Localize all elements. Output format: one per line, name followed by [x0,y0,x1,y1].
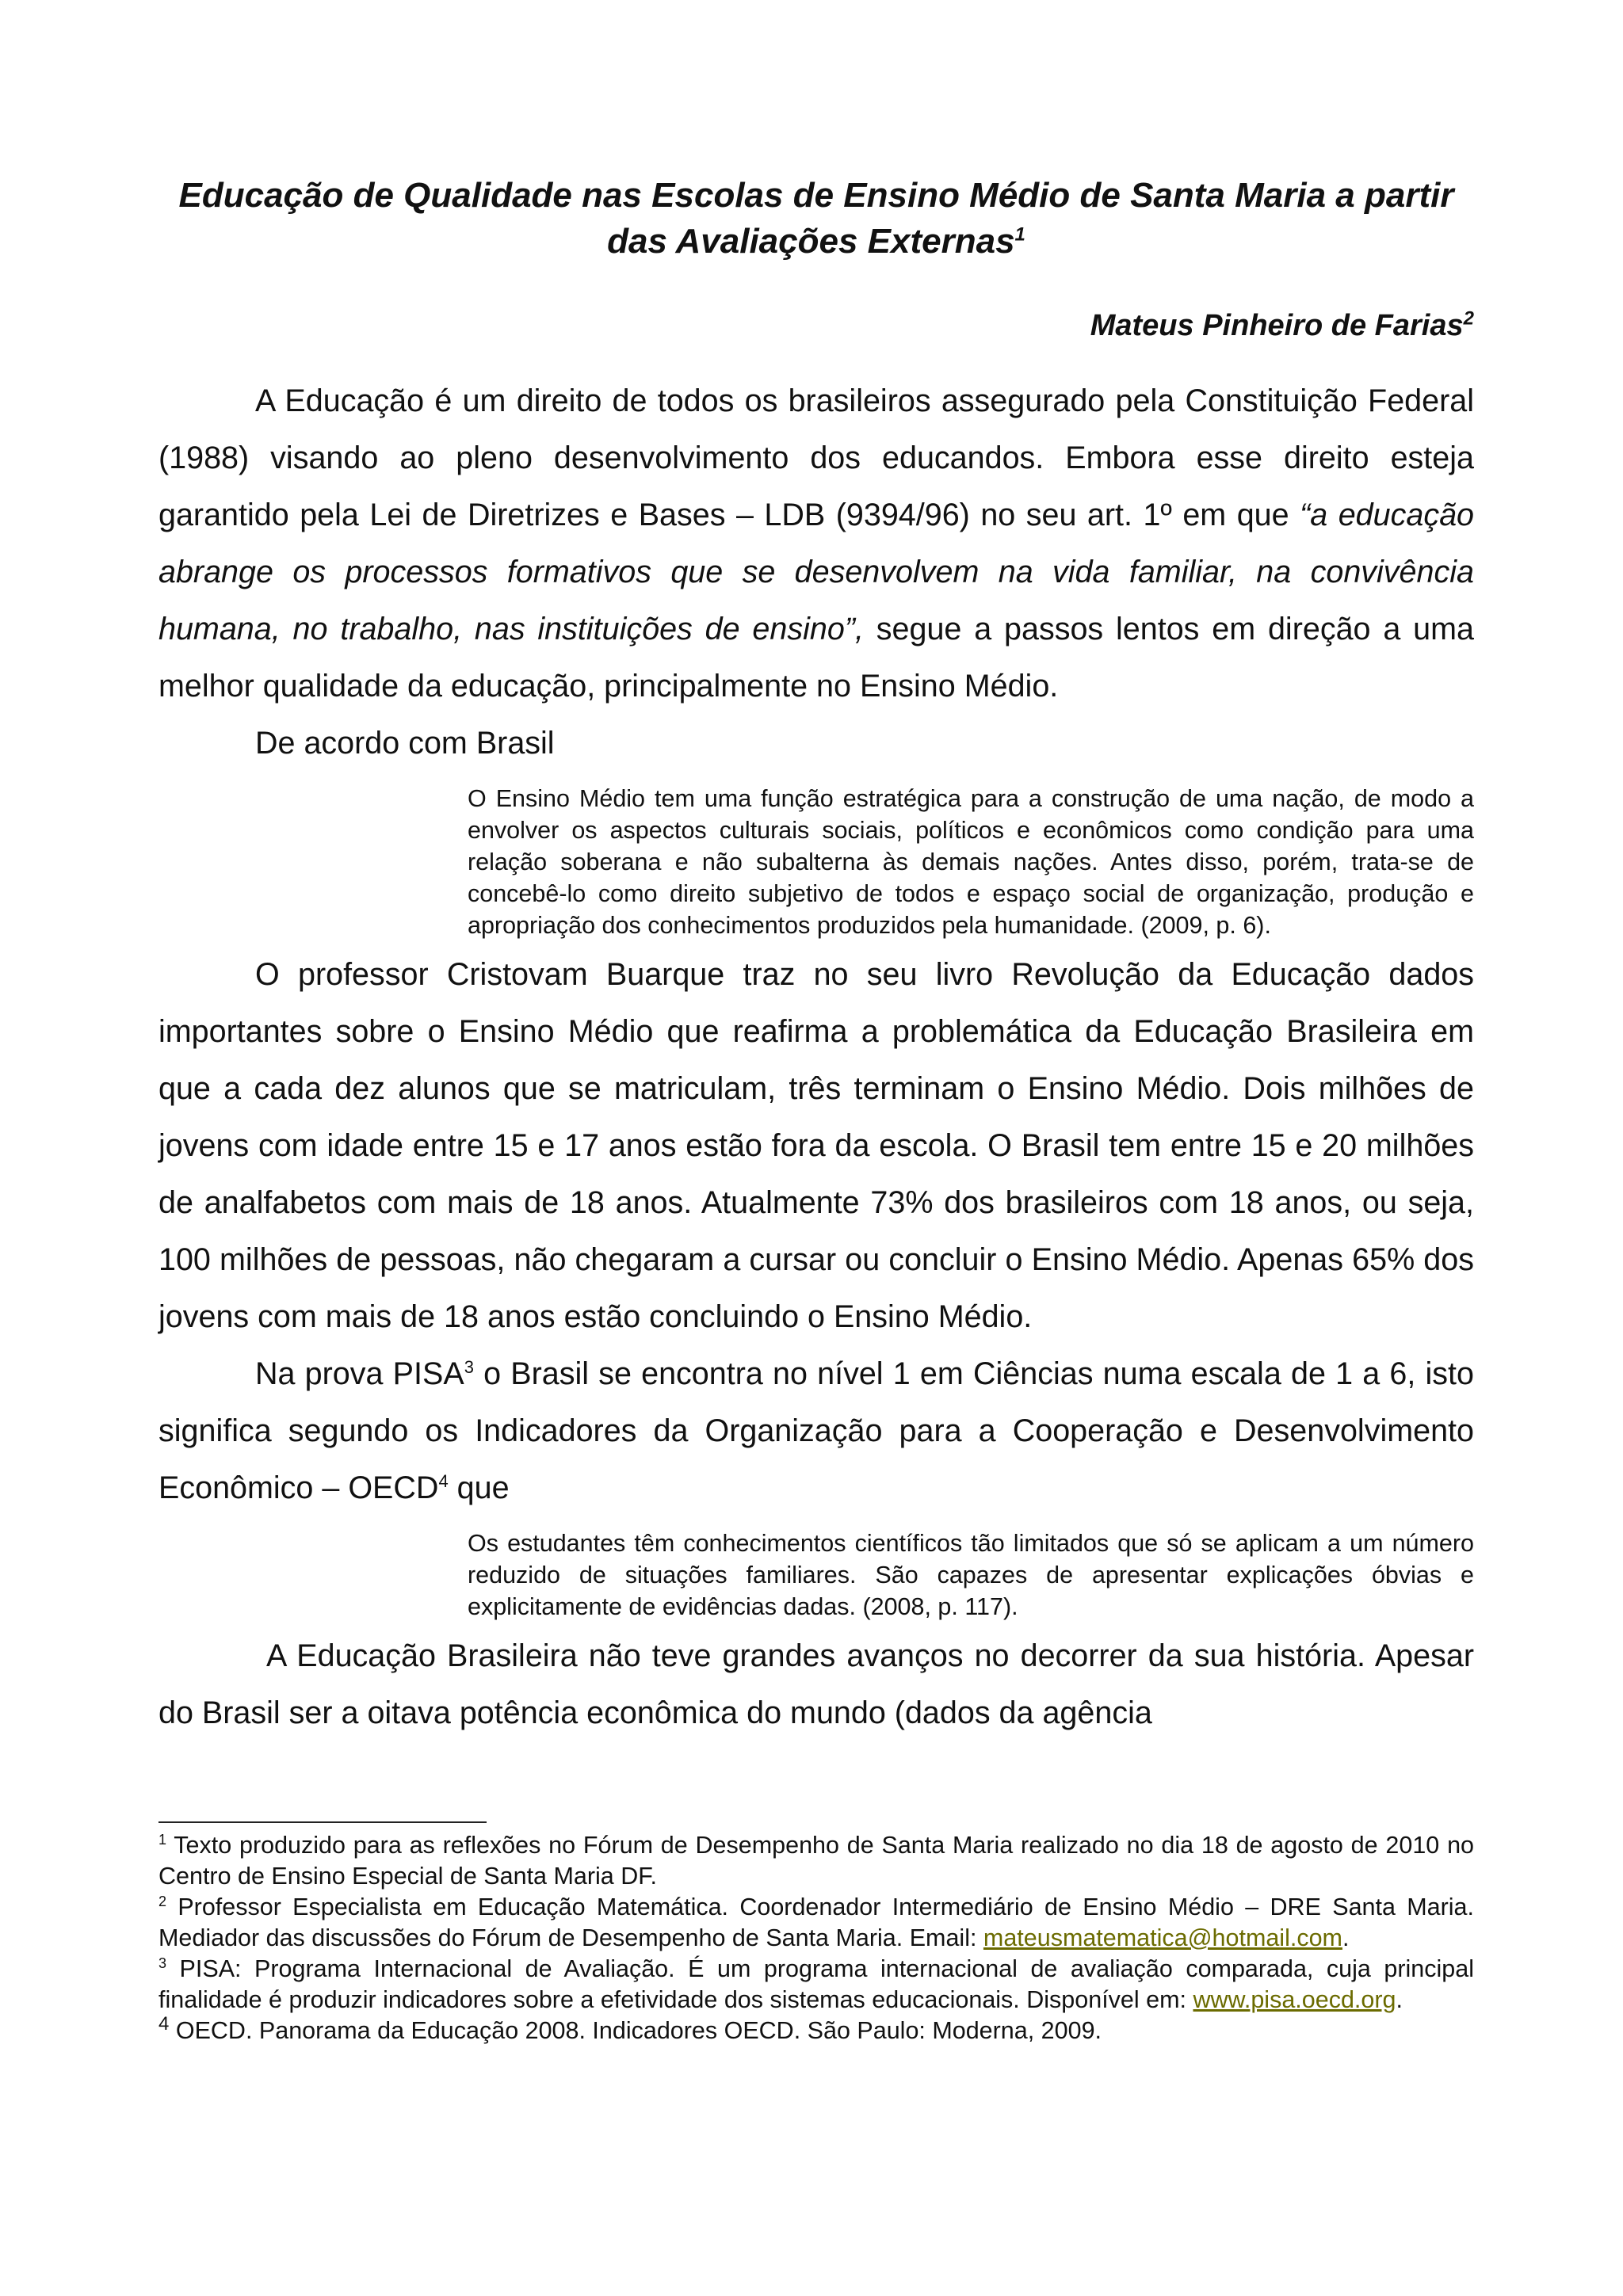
author-name: Mateus Pinheiro de Farias [1090,309,1464,342]
ldb-quote: “a educação abrange os processos formativos que se desenvolvem na vida familiar, na convivência humana, no trabalho, nas instituições de ensino”, [158,498,1475,646]
footnote-separator [158,1821,487,1823]
block-quote-1: O Ensino Médio tem uma função estratégica para a construção de uma nação, de modo a envolver os aspectos culturais sociais, políticos e econômicos como condição para uma relação soberana e não subalterna às demais nações. Antes disso, porém, trata-se de concebê-lo como direito subjetivo de todos e espaço social de organização, produção e apropriação dos conhecimentos produzidos pela humanidade. (2009, p. 6). [468,785,1474,939]
document-title [158,173,1474,265]
paragraph-3: O professor Cristovam Buarque traz no seu livro Revolução da Educação dados importantes sobre o Ensino Médio que reafirma a problemática da Educação Brasileira em que a cada dez alunos que se matriculam, três terminam o Ensino Médio. Dois milhões de jovens com idade entre 15 e 17 anos estão fora da escola. O Brasil tem entre 15 e 20 milhões de analfabetos com mais de 18 anos. Atualmente 73% dos brasileiros com 18 anos, ou seja, 100 milhões de pessoas, não chegaram a cursar ou concluir o Ensino Médio. Apenas 65% dos jovens com mais de 18 anos estão concluindo o Ensino Médio. [158,957,1474,1334]
document-body [158,372,1474,1741]
footnote-ref-4[interactable]: 4 [438,1470,449,1491]
footnote-2: $^2$ Professor Especialista em Educação Matemática. Coordenador Intermediário de Ensino Médio – DRE Santa Maria. Mediador das discussões do Fórum de Desempenho de Santa Maria. Email: mateusmatematica@hotmail.com. [158,1893,1474,1951]
title-footnote-mark[interactable]: 1 [1014,223,1025,246]
author-footnote-mark[interactable]: 2 [1463,307,1474,330]
paragraph-4: Na prova PISA$^3$ o Brasil se encontra no nível 1 em Ciências numa escala de 1 a 6, isto significa segundo os Indicadores da Organização para a Cooperação e Desenvolvimento Econômico – OECD$^4$ que [158,1356,1474,1505]
pisa-link[interactable]: www.pisa.oecd.org [1193,1986,1396,2013]
paragraph-2: De acordo com Brasil [255,726,555,761]
footnotes [158,1830,1474,2046]
email-link[interactable]: mateusmatematica@hotmail.com [983,1924,1342,1951]
footnote-4: $^4$ OECD. Panorama da Educação 2008. Indicadores OECD. São Paulo: Moderna, 2009. [158,2012,1102,2044]
paragraph-1: A Educação é um direito de todos os brasileiros assegurado pela Constituição Federal (1988) visando ao pleno desenvolvimento dos educandos. Embora esse direito esteja garantido pela Lei de Diretrizes e Bases – LDB (9394/96) no seu art. 1º em que “a educação abrange os processos formativos que se desenvolvem na vida familiar, na convivência humana, no trabalho, nas instituições de ensino”, segue a passos lentos em direção a uma melhor qualidade da educação, principalmente no Ensino Médio. [158,383,1475,704]
footnote-1: $^1$ Texto produzido para as reflexões no Fórum de Desempenho de Santa Maria realizado no dia 18 de agosto de 2010 no Centro de Ensino Especial de Santa Maria DF. [158,1831,1474,1890]
author-line [1090,306,1474,345]
footnote-3: $^3$ PISA: Programa Internacional de Avaliação. É um programa internacional de avaliação comparada, cuja principal finalidade é produzir indicadores sobre a efetividade dos sistemas educacionais. Disponível em: www.pisa.oecd.org. [158,1955,1474,2013]
block-quote-2: Os estudantes têm conhecimentos científicos tão limitados que só se aplicam a um número reduzido de situações familiares. São capazes de apresentar explicações óbvias e explicitamente de evidências dadas. (2008, p. 117). [468,1530,1474,1620]
paragraph-5: A Educação Brasileira não teve grandes avanços no decorrer da sua história. Apesar do Brasil ser a oitava potência econômica do mundo (dados da agência [158,1638,1474,1730]
title-text: Educação de Qualidade nas Escolas de Ensino Médio de Santa Maria a partir das Avaliações Externas [178,176,1454,261]
footnote-ref-3[interactable]: 3 [464,1356,474,1377]
